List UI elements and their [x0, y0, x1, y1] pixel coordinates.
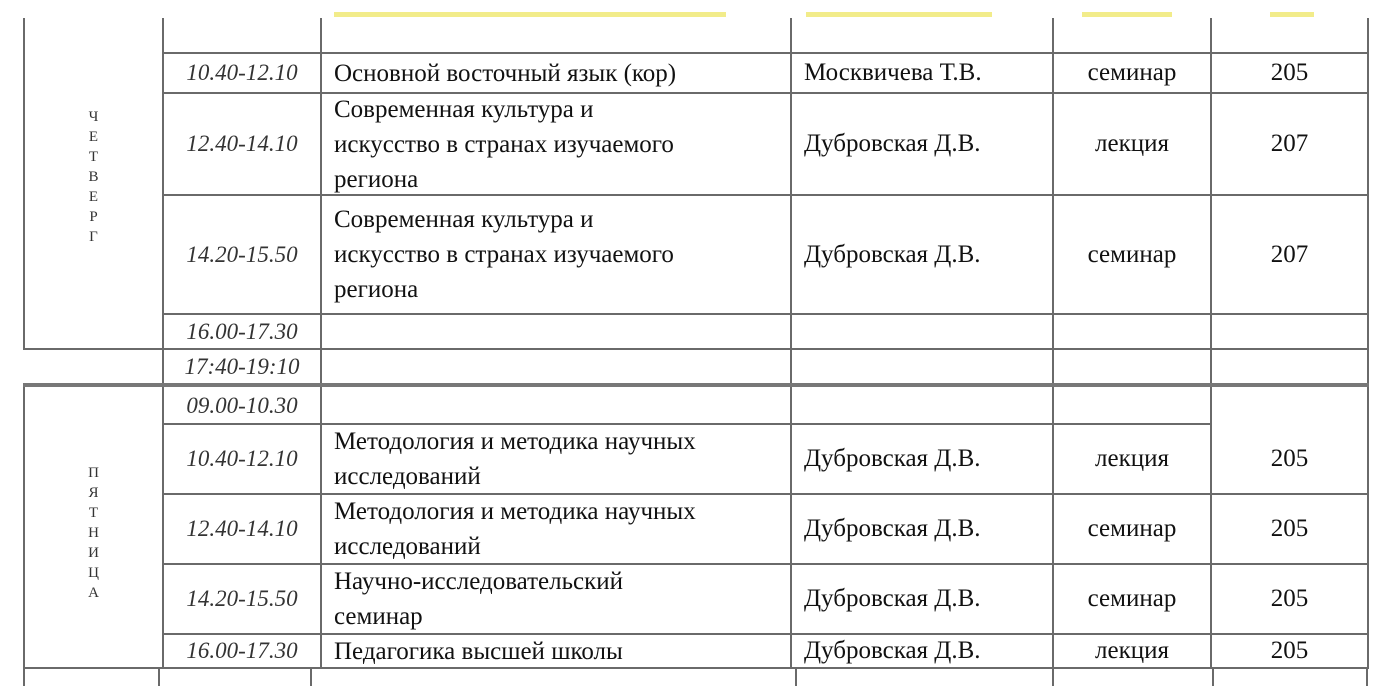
time-cell: 10.40-12.10: [186, 60, 298, 85]
day-letter: Я: [88, 485, 99, 501]
subject-line: Основной восточный язык (кор): [334, 59, 677, 87]
class-type-cell: лекция: [1095, 445, 1169, 472]
highlight-strip: [1270, 12, 1314, 17]
day-label-thursday: [25, 92, 162, 262]
room-cell: 205: [1270, 445, 1309, 472]
room-cell: 205: [1270, 585, 1309, 612]
subject-line: региона: [334, 276, 419, 303]
subject-cell: [322, 635, 790, 667]
teacher-cell: Дубровская Д.В.: [804, 515, 981, 542]
day-letter: И: [88, 545, 99, 561]
day-letter: Т: [88, 149, 99, 165]
highlight-strip: [334, 12, 726, 17]
subject-line: Методология и методика научных: [334, 428, 696, 455]
subject-line: исследований: [334, 533, 481, 560]
day-letter: Е: [88, 189, 99, 205]
subject-line: семинар: [334, 603, 423, 630]
subject-line: Современная культура и: [334, 206, 594, 233]
teacher-cell: Дубровская Д.В.: [804, 585, 981, 612]
teacher-cell: Дубровская Д.В.: [804, 637, 981, 664]
day-label-friday: [25, 448, 162, 618]
room-cell: 205: [1270, 637, 1309, 664]
subject-line: Методология и методика научных: [334, 498, 696, 525]
subject-cell: [322, 196, 790, 313]
class-type-cell: лекция: [1095, 637, 1169, 664]
day-letter: Г: [89, 229, 98, 245]
subject-line: Научно-исследовательский: [334, 568, 624, 595]
day-separator: [23, 383, 1369, 387]
room-cell: 207: [1270, 240, 1309, 268]
subject-line: искусство в странах изучаемого: [334, 241, 674, 268]
time-cell: 12.40-14.10: [186, 516, 298, 541]
day-letter: Р: [89, 209, 98, 225]
day-letter: Н: [88, 525, 99, 541]
time-cell: 16.00-17.30: [186, 638, 298, 663]
time-cell: 14.20-15.50: [186, 241, 298, 267]
subject-line: искусство в странах изучаемого: [334, 130, 674, 158]
grid-line: [1212, 668, 1214, 686]
grid-line: [1052, 668, 1054, 686]
grid-line: [1366, 668, 1368, 686]
room-cell: 207: [1270, 130, 1309, 157]
subject-line: Педагогика высшей школы: [334, 637, 623, 665]
subject-cell: [322, 565, 790, 633]
grid-line: [158, 668, 160, 686]
subject-line: исследований: [334, 463, 481, 490]
time-cell: 09.00-10.30: [186, 392, 298, 418]
teacher-cell: Дубровская Д.В.: [804, 445, 981, 472]
class-type-cell: лекция: [1095, 130, 1169, 157]
grid-line: [310, 668, 312, 686]
time-cell: 12.40-14.10: [186, 131, 298, 156]
highlight-strip: [1082, 12, 1172, 17]
room-cell: 205: [1270, 515, 1309, 542]
day-letter: Т: [88, 505, 99, 521]
subject-line: Современная культура и: [334, 95, 594, 123]
teacher-cell: Дубровская Д.В.: [804, 240, 981, 268]
grid-line: [23, 667, 1369, 669]
subject-cell: [322, 495, 790, 563]
class-type-cell: семинар: [1087, 515, 1177, 542]
time-cell: 10.40-12.10: [186, 446, 298, 471]
highlight-strip: [806, 12, 992, 17]
teacher-cell: Дубровская Д.В.: [804, 130, 981, 157]
day-letter: Е: [88, 129, 99, 145]
room-cell: 205: [1270, 59, 1309, 86]
day-letter: Ц: [88, 565, 99, 581]
class-type-cell: семинар: [1087, 59, 1177, 86]
day-letter: Ч: [88, 109, 99, 125]
teacher-cell: Москвичева Т.В.: [804, 59, 982, 86]
time-cell: 16.00-17.30: [186, 318, 298, 344]
time-cell: 14.20-15.50: [186, 586, 298, 611]
day-letter: В: [88, 169, 99, 185]
grid-line: [1367, 18, 1369, 668]
subject-cell: [322, 94, 790, 194]
class-type-cell: семинар: [1087, 585, 1177, 612]
class-type-cell: семинар: [1087, 240, 1177, 268]
grid-line: [23, 668, 25, 686]
day-letter: П: [88, 465, 99, 481]
grid-line: [162, 313, 1369, 315]
subject-cell: [322, 425, 790, 493]
grid-line: [795, 668, 797, 686]
day-letter: А: [88, 585, 99, 601]
time-cell: 17:40-19:10: [184, 353, 300, 379]
subject-line: региона: [334, 165, 419, 193]
subject-cell: [322, 54, 790, 92]
